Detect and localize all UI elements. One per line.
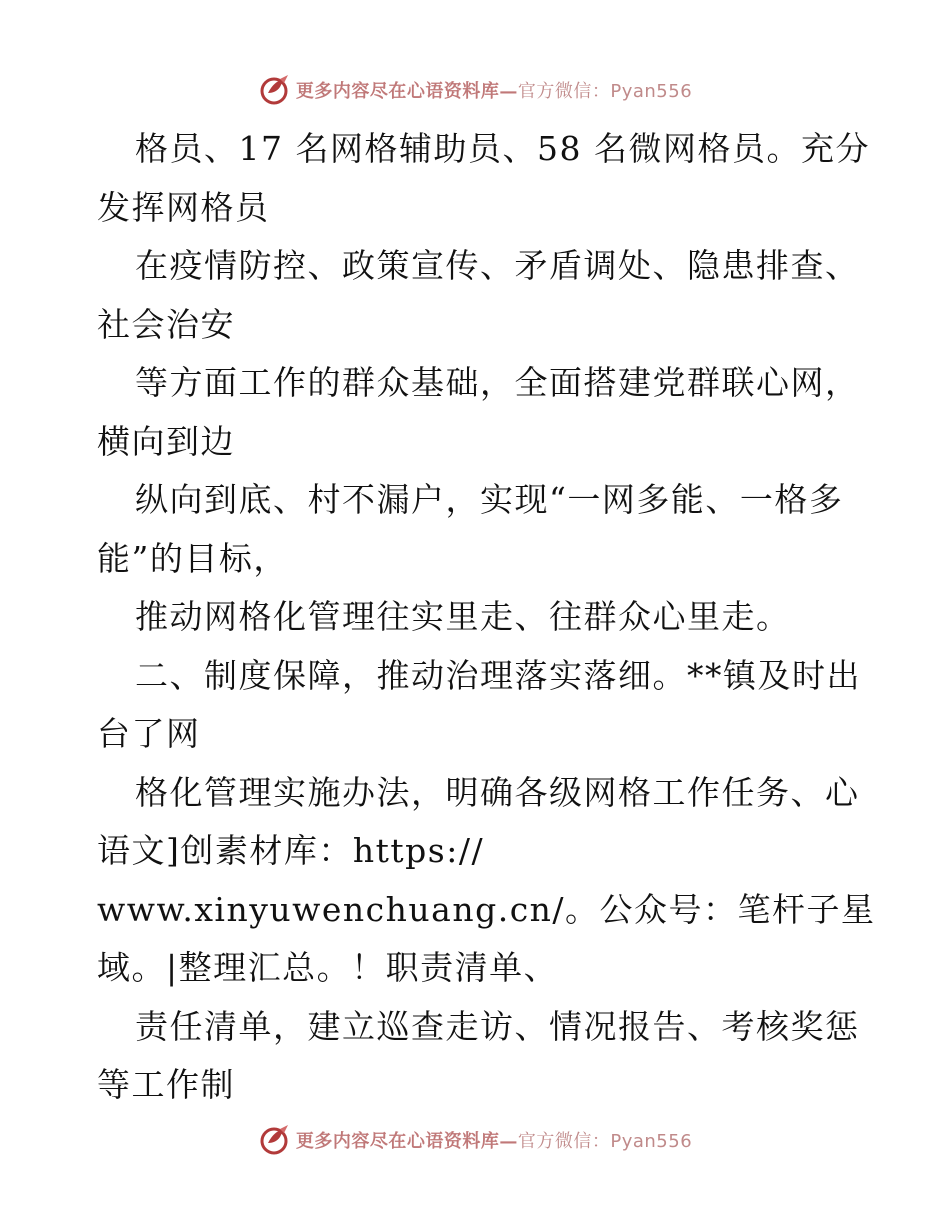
text-line: 语文]创素材库：https://: [97, 831, 485, 870]
banner-wechat: 官方微信：Pyan556: [517, 81, 693, 102]
banner-prefix: 更多内容尽在心语资料库—: [295, 1131, 518, 1152]
text-line: 社会治安: [97, 304, 235, 344]
text-line: 台了网: [97, 714, 201, 753]
text-line: 责任清单，建立巡查走访、情况报告、考核奖惩: [135, 1006, 860, 1046]
banner-prefix: 更多内容尽在心语资料库—: [295, 81, 518, 102]
text-line: 横向到边: [97, 421, 235, 461]
pen-logo-icon: [258, 73, 292, 107]
header-banner: [0, 70, 950, 110]
text-line: 推动网格化管理往实里走、往群众心里走。: [135, 597, 791, 636]
banner-text: [296, 1127, 692, 1153]
text-line: 能”的目标，: [97, 538, 288, 578]
text-line: 等工作制: [97, 1065, 235, 1104]
banner-text: [296, 77, 692, 103]
footer-banner: [0, 1120, 950, 1160]
text-line: www.xinyuwenchuang.cn/。公众号：笔杆子星: [97, 889, 876, 929]
text-line: 在疫情防控、政策宣传、矛盾调处、隐患排查、: [135, 246, 860, 285]
banner-wechat: 官方微信：Pyan556: [517, 1131, 693, 1152]
pen-logo-icon: [258, 1123, 292, 1157]
text-line: 格员、17 名网格辅助员、58 名微网格员。充分: [135, 129, 870, 168]
text-line: 二、制度保障，推动治理落实落细。**镇及时出: [135, 655, 861, 695]
text-line: 发挥网格员: [97, 187, 270, 227]
text-line: 域。|整理汇总。！职责清单、: [97, 948, 559, 987]
text-line: 纵向到底、村不漏户，实现“一网多能、一格多: [135, 480, 844, 519]
document-body: [97, 120, 876, 1115]
text-line: 格化管理实施办法，明确各级网格工作任务、心: [135, 772, 860, 812]
text-line: 等方面工作的群众基础，全面搭建党群联心网，: [135, 363, 860, 402]
